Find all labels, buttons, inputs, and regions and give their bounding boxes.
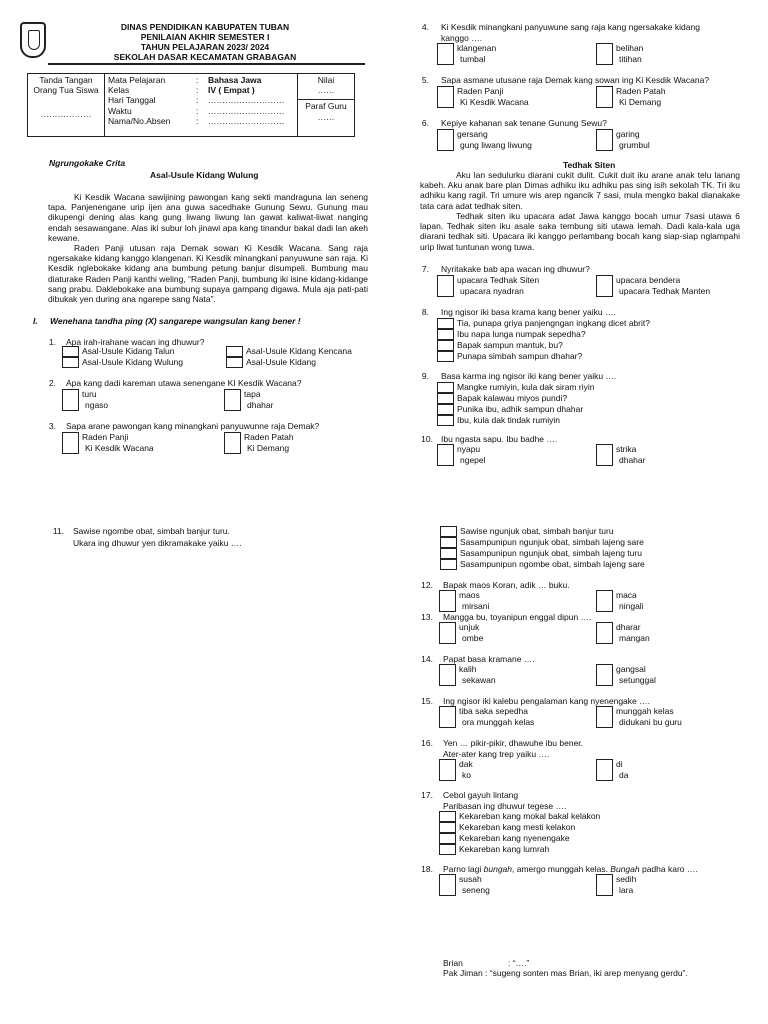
question-number: 11. (52, 526, 64, 536)
option-label: kalih (459, 664, 477, 674)
q18-text-italic: Bungah (610, 864, 640, 874)
checkbox[interactable] (596, 874, 613, 896)
colon: : (196, 95, 199, 106)
checkbox[interactable] (439, 759, 456, 781)
option-label[interactable]: sekawan (462, 675, 496, 685)
checkbox[interactable] (596, 444, 613, 466)
option-label[interactable]: mangan (619, 633, 650, 643)
checkbox[interactable] (596, 590, 613, 612)
option-label[interactable]: upacara nyadran (460, 286, 524, 296)
parent-signature-cell (28, 74, 105, 137)
question-number: 9. (421, 371, 429, 381)
question-text: Ibu ngasta sapu. Ibu badhe …. (441, 434, 558, 444)
question-number: 3. (48, 421, 56, 431)
checkbox[interactable] (596, 275, 613, 297)
question-number: 2. (48, 378, 56, 388)
question-text: Ki Kesdik minangkani panyuwune sang raja kang ngersakake kidang (441, 22, 700, 32)
option-label: upacara Tedhak Siten (457, 275, 540, 285)
option-label: Asal-Usule Kidang Wulung (82, 357, 183, 367)
question-text: Paribasan ing dhuwur tegese …. (443, 801, 567, 811)
checkbox[interactable] (62, 357, 79, 368)
checkbox[interactable] (596, 759, 613, 781)
checkbox[interactable] (439, 822, 456, 833)
option-label: unjuk (459, 622, 480, 632)
checkbox[interactable] (226, 357, 243, 368)
dialog-speaker-brian: Brian (443, 958, 463, 968)
q18-text-part: padha karo …. (639, 864, 698, 874)
checkbox[interactable] (440, 559, 457, 570)
option-label[interactable]: Ki Demang (247, 443, 290, 453)
option-label: Sasampunipun ngunjuk obat, simbah lajeng sare (460, 537, 644, 547)
question-number: 1. (48, 337, 56, 347)
colon: : (196, 85, 199, 96)
header-divider (48, 63, 365, 65)
answer-option[interactable] (440, 559, 645, 570)
checkbox[interactable] (437, 129, 454, 151)
option-label: Kekareban kang mokal bakal kelakon (459, 811, 601, 821)
option-label[interactable]: ningali (619, 601, 644, 611)
option-label: turu (82, 389, 97, 399)
answer-option[interactable] (437, 382, 594, 393)
question-text: Nyritakake bab apa wacan ing dhuwur? (441, 264, 590, 274)
answer-option[interactable] (439, 822, 575, 833)
option-label[interactable]: ombe (462, 633, 484, 643)
checkbox[interactable] (440, 548, 457, 559)
dialog-line-pak-jiman: Pak Jiman : “sugeng sonten mas Brian, iki arep menyang gerdu”. (443, 968, 688, 978)
option-label: Kekareban kang lumrah (459, 844, 550, 854)
question-number: 4. (421, 22, 429, 32)
answer-option[interactable] (437, 340, 563, 351)
checkbox[interactable] (437, 382, 454, 393)
question-number: 15. (421, 696, 433, 706)
subject-info-cell (105, 74, 298, 137)
option-label[interactable]: titihan (619, 54, 642, 64)
option-label: nyapu (457, 444, 481, 454)
checkbox[interactable] (596, 43, 613, 65)
checkbox[interactable] (439, 844, 456, 855)
question-text: Kepiye kahanan sak tenane Gunung Sewu? (441, 118, 607, 128)
score-dots[interactable]: …… (317, 85, 335, 96)
checkbox[interactable] (439, 622, 456, 644)
checkbox[interactable] (437, 43, 454, 65)
story2-title: Tedhak Siten (563, 160, 616, 170)
parent-signature-label: Tanda Tangan Orang Tua Siswa (33, 75, 99, 96)
score-label: Nilai (317, 75, 335, 85)
option-label: strika (616, 444, 637, 454)
option-label: Kekareban kang nyenengake (459, 833, 570, 843)
question-number: 12. (421, 580, 433, 590)
answer-option[interactable] (226, 346, 352, 357)
answer-option[interactable] (437, 351, 582, 362)
option-label: Raden Patah (244, 432, 294, 442)
answer-option[interactable] (439, 811, 600, 822)
checkbox[interactable] (439, 706, 456, 728)
option-label: tapa (244, 389, 261, 399)
option-label[interactable]: upacara Tedhak Manten (619, 286, 711, 296)
colon: : (196, 75, 199, 85)
question-text: kanggo …. (441, 33, 483, 43)
option-label[interactable]: mirsani (462, 601, 490, 611)
answer-option[interactable] (437, 393, 567, 404)
checkbox[interactable] (437, 86, 454, 108)
option-label[interactable]: Ki Kesdik Wacana (460, 97, 529, 107)
option-label: dak (459, 759, 473, 769)
option-label: Punapa simbah sampun dhahar? (457, 351, 583, 361)
label-class: Kelas (108, 85, 130, 96)
checkbox[interactable] (596, 706, 613, 728)
colon: : (196, 115, 199, 126)
value-class: IV ( Empat ) (208, 85, 255, 96)
checkbox[interactable] (62, 432, 79, 454)
label-date: Hari Tanggal (108, 95, 156, 106)
option-label: Ibu, kula dak tindak rumiyin (457, 415, 560, 425)
question-text: Ukara ing dhuwur yen dikramakake yaiku …. (73, 538, 242, 548)
option-label: Bapak kalawau miyos pundi? (457, 393, 568, 403)
checkbox[interactable] (596, 664, 613, 686)
option-label: upacara bendera (616, 275, 681, 285)
question-number: 10. (421, 434, 433, 444)
question-text (443, 864, 698, 874)
option-label: Asal-Usule Kidang Kencana (246, 346, 352, 356)
value-time[interactable]: ……………………… (208, 105, 285, 116)
regency-emblem-icon (20, 22, 46, 58)
question-number: 13. (421, 612, 433, 622)
q18-text-part: Parno lagi (443, 864, 484, 874)
option-label[interactable]: ngaso (85, 400, 109, 410)
checkbox[interactable] (437, 275, 454, 297)
option-label: belihan (616, 43, 644, 53)
answer-option[interactable] (62, 357, 183, 368)
option-label[interactable]: seneng (462, 885, 490, 895)
option-label: munggah kelas (616, 706, 674, 716)
option-label[interactable]: lara (619, 885, 634, 895)
checkbox[interactable] (437, 329, 454, 340)
option-label[interactable]: ko (462, 770, 471, 780)
option-label: dharar (616, 622, 641, 632)
value-subject: Bahasa Jawa (208, 75, 262, 85)
checkbox[interactable] (224, 432, 241, 454)
answer-option[interactable] (437, 329, 586, 340)
option-label: klangenan (457, 43, 497, 53)
checkbox[interactable] (439, 874, 456, 896)
checkbox[interactable] (62, 389, 79, 411)
option-label: Asal-Usule Kidang (246, 357, 316, 367)
option-label: garing (616, 129, 640, 139)
option-label[interactable]: Ki Kesdik Wacana (85, 443, 154, 453)
question-number: 8. (421, 307, 429, 317)
checkbox[interactable] (439, 833, 456, 844)
question-number: 7. (421, 264, 429, 274)
teacher-initial-label: Paraf Guru (305, 101, 347, 112)
section-number: I. (33, 316, 38, 326)
question-number: 18. (421, 864, 433, 874)
option-label: gangsal (616, 664, 646, 674)
option-label: tiba saka sepedha (459, 706, 528, 716)
label-time: Waktu (108, 105, 132, 116)
question-number: 14. (421, 654, 433, 664)
question-text: Yen … pikir-pikir, dhawuhe ibu bener. (443, 738, 584, 748)
option-label[interactable]: dhahar (619, 455, 646, 465)
school-header (100, 22, 310, 62)
checkbox[interactable] (439, 664, 456, 686)
question-text: Papat basa kramane …. (443, 654, 535, 664)
header-line-4: SEKOLAH DASAR KECAMATAN GRABAGAN (113, 52, 297, 62)
question-number: 6. (421, 118, 429, 128)
option-label: di (616, 759, 623, 769)
checkbox[interactable] (226, 346, 243, 357)
checkbox[interactable] (437, 340, 454, 351)
question-text: Apa irah-irahane wacan ing dhuwur? (66, 337, 205, 347)
option-label: Sasampunipun ngunjuk obat, simbah lajeng turu (460, 548, 642, 558)
answer-option[interactable] (62, 346, 174, 357)
question-number: 5. (421, 75, 429, 85)
question-text: Apa kang dadi kareman utawa senengane KI Kesdik Wacana? (66, 378, 302, 388)
option-label[interactable]: tumbal (460, 54, 486, 64)
checkbox[interactable] (596, 622, 613, 644)
question-text: Sapa arane pawongan kang minangkani panyuwunne raja Demak? (66, 421, 320, 431)
checkbox[interactable] (440, 526, 457, 537)
option-label[interactable]: Ki Demang (619, 97, 662, 107)
option-label: maca (616, 590, 637, 600)
header-line-2: PENILAIAN AKHIR SEMESTER I (140, 32, 270, 42)
question-text: Sawise ngombe obat, simbah banjur turu. (73, 526, 230, 536)
option-label[interactable]: ngepel (460, 455, 486, 465)
answer-option[interactable] (437, 404, 583, 415)
checkbox[interactable] (439, 811, 456, 822)
header-line-3: TAHUN PELAJARAN 2023/ 2024 (140, 42, 270, 52)
q18-text-part: , amergo munggah kelas. (512, 864, 611, 874)
checkbox[interactable] (224, 389, 241, 411)
answer-option[interactable] (226, 357, 316, 368)
answer-option[interactable] (440, 526, 614, 537)
question-text: Basa karma ing ngisor iki kang bener yaiku …. (441, 371, 617, 381)
answer-option[interactable] (437, 318, 650, 329)
option-label: Bapak sampun mantuk, bu? (457, 340, 563, 350)
option-label: Raden Panji (457, 86, 504, 96)
student-identity-table (27, 73, 355, 137)
checkbox[interactable] (437, 351, 454, 362)
checkbox[interactable] (62, 346, 79, 357)
option-label[interactable]: gung liwang liwung (460, 140, 532, 150)
header-line-1: DINAS PENDIDIKAN KABUPATEN TUBAN (120, 22, 290, 32)
checkbox[interactable] (439, 590, 456, 612)
checkbox[interactable] (437, 444, 454, 466)
question-text: Ing ngisor iki kalebu pengalaman kang nyenengake …. (443, 696, 650, 706)
question-text: Bapak maos Koran, adik … buku. (443, 580, 570, 590)
question-text: Ing ngisor iki basa krama kang bener yaiku …. (441, 307, 616, 317)
checkbox[interactable] (596, 86, 613, 108)
story-title: Asal-Usule Kidang Wulung (150, 170, 259, 180)
checkbox[interactable] (437, 404, 454, 415)
label-subject: Mata Pelajaran (108, 75, 166, 85)
option-label: Punika ibu, adhik sampun dhahar (457, 404, 584, 414)
option-label: Raden Patah (616, 86, 666, 96)
value-name[interactable]: ……………………… (208, 115, 285, 126)
section-instruction: Wenehana tandha ping (X) sangarepe wangsulan kang bener ! (50, 316, 301, 326)
teacher-initial-dots[interactable]: …… (317, 111, 335, 122)
checkbox[interactable] (437, 393, 454, 404)
label-name: Nama/No.Absen (108, 115, 171, 126)
option-label: maos (459, 590, 480, 600)
question-number: 16. (421, 738, 433, 748)
option-label: susah (459, 874, 482, 884)
answer-option[interactable] (437, 415, 560, 426)
value-date[interactable]: ……………………… (208, 95, 285, 106)
option-label[interactable]: ora munggah kelas (462, 717, 535, 727)
question-text: Cebol gayuh lintang (443, 790, 519, 800)
option-label: Asal-Usule Kidang Talun (82, 346, 175, 356)
option-label[interactable]: setunggal (619, 675, 656, 685)
score-cell (298, 74, 355, 137)
option-label[interactable]: didukani bu guru (619, 717, 682, 727)
option-label[interactable]: grumbul (619, 140, 650, 150)
option-label: gersang (457, 129, 488, 139)
dialog-line-brian: : “….” (508, 958, 530, 968)
question-text: Mangga bu, toyanipun enggal dipun …. (443, 612, 592, 622)
parent-signature-dots: ……………… (40, 109, 92, 120)
checkbox[interactable] (440, 537, 457, 548)
option-label[interactable]: da (619, 770, 629, 780)
listening-intro: Ngrungokake Crita (49, 158, 126, 168)
checkbox[interactable] (437, 318, 454, 329)
option-label: Sasampunipun ngombe obat, simbah lajeng sare (460, 559, 645, 569)
story-paragraph-2: Raden Panji utusan raja Demak sowan Ki Kesdik Wacana. Sang raja ngersakake kidang kanggo klangenan. Ki Kesdik minangkani panyuwune san raja. Ki Kesdik nglebokake kidang ana bumbung petung banjur disumpeli. Bumbung mau diaturake Raden Panji kanthi weling, “Raden Panji, bumbung iki isine kidang-kidange sang prabu. Daklebokake ana bumbung supaya gampang digawa. Mula aja pati-pati dibukak yen during ana ngarepe sang Nata”. (48, 243, 368, 304)
answer-option[interactable] (440, 548, 642, 559)
option-label: Mangke rumiyin, kula dak siram riyin (457, 382, 595, 392)
checkbox[interactable] (596, 129, 613, 151)
colon: : (196, 105, 199, 116)
question-text: Ater-ater kang trep yaiku …. (443, 749, 550, 759)
option-label: Sawise ngunjuk obat, simbah banjur turu (460, 526, 614, 536)
option-label: Ibu napa lunga numpak sepedha? (457, 329, 586, 339)
option-label: Kekareban kang mesti kelakon (459, 822, 576, 832)
answer-option[interactable] (439, 833, 570, 844)
story2-paragraph-2: Tedhak siten iku upacara adat Jawa kanggo bocah umur 7sasi utawa 6 lapan. Tedhak siten iku asale saka tembung siti utawa lemah. Dadi kala-kala uga diarani tedhak siti. Upacara iki kanggo perlambang bocah kang siap-siap nglampahi urip liwat tuntunan wong tuwa. (420, 211, 740, 252)
story-paragraph-1: Ki Kesdik Wacana sawijining pawongan kang sekti mandraguna lan seneng tapa. Panjenengane urip ijen ana guwa sacedhake Gunung Sewu. Gunung mau dikupengi dening alas kang gung liwang liwung lan gawat kaliwat-liwat nanging endah sesawangane. Alas iki subur loh jinawi apa kang tinandur bakal dadi lan akeh kewane. (48, 192, 368, 243)
q18-text-italic: bungah (483, 864, 513, 874)
option-label: Raden Panji (82, 432, 129, 442)
option-label[interactable]: dhahar (247, 400, 274, 410)
option-label: sedih (616, 874, 637, 884)
story2-paragraph-1: Aku lan sedulurku diarani cukit dulit. Cukit duit iku arane anak telu lanang kabeh. Aku anak bare plan Dimas adhiku iku adhiku pas sing isih sekolah TK. Tri iku adhiku kang ragil. Tri umure wis arep ngancik 7 sasi, mula mengko bakal dianakake tata cara adat tedhak siten. (420, 170, 740, 211)
question-number: 17. (421, 790, 433, 800)
checkbox[interactable] (437, 415, 454, 426)
answer-option[interactable] (440, 537, 644, 548)
answer-option[interactable] (439, 844, 549, 855)
question-text: Sapa asmane utusane raja Demak kang sowan ing Ki Kesdik Wacana? (441, 75, 710, 85)
option-label: Tia, punapa griya panjengngan ingkang dicet abrit? (457, 318, 650, 328)
